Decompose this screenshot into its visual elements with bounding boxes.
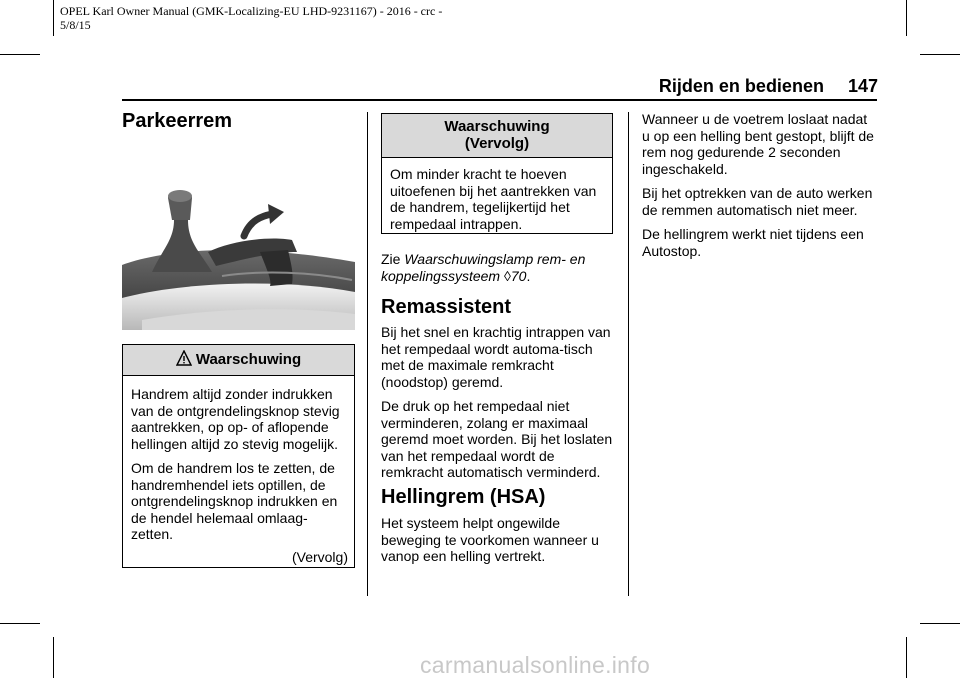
section-heading-remassistent: Remassistent xyxy=(381,296,512,318)
see-prefix: Zie xyxy=(381,251,401,267)
warning-continued-title: Waarschuwing xyxy=(444,118,550,135)
doc-id-line: OPEL Karl Owner Manual (GMK-Localizing-EU LHD-9231167) - 2016 - crc - xyxy=(60,4,443,18)
warning-box xyxy=(122,344,355,568)
remassistent-para-1: Bij het snel en krachtig intrappen van het rempedaal wordt automa-tisch met de maximale remkracht (noodstop) geremd. xyxy=(381,324,611,390)
crop-mark xyxy=(53,637,54,678)
warning-text-1: Handrem altijd zonder indrukken van de ontgrendelingsknop stevig aantrekken, op op- of aflopende hellingen altijd zo stevig mogelijk. xyxy=(131,386,340,452)
section-heading-parkeerrem: Parkeerrem xyxy=(122,110,233,132)
column-divider xyxy=(628,112,629,596)
reference-title[interactable]: Waarschuwingslamp rem- en koppelingssysteem xyxy=(381,251,586,284)
see-reference xyxy=(381,251,616,292)
warning-continued-subtitle: (Vervolg) xyxy=(464,135,530,152)
header-rule xyxy=(122,99,877,101)
crop-mark xyxy=(0,623,40,624)
hsa-para-4: De hellingrem werkt niet tijdens een Autostop. xyxy=(642,226,864,259)
doc-date-line: 5/8/15 xyxy=(60,18,91,32)
page-number: 147 xyxy=(847,76,878,96)
continued-label: (Vervolg) xyxy=(291,549,348,565)
handbrake-illustration xyxy=(122,180,355,330)
warning-title: Waarschuwing xyxy=(195,351,302,368)
hsa-text xyxy=(381,515,616,573)
warning-icon xyxy=(176,347,192,363)
watermark: carmanualsonline.info xyxy=(420,652,651,678)
warning-header xyxy=(123,345,354,376)
crop-mark xyxy=(53,0,54,36)
section-heading-hsa: Hellingrem (HSA) xyxy=(381,486,546,508)
warning-continued-header xyxy=(382,114,612,158)
crop-mark xyxy=(920,623,960,624)
column-divider xyxy=(367,112,368,596)
crop-mark xyxy=(906,0,907,36)
hsa-continued-text xyxy=(642,111,878,267)
document-header xyxy=(60,4,442,32)
reference-page[interactable]: 70 xyxy=(510,267,527,284)
warning-continued-body xyxy=(382,158,612,232)
warning-text-2: Om de handrem los te zetten, de handremhendel iets optillen, de ontgrendelingsknop indrukken en de hendel helemaal omlaag-zetten. xyxy=(131,460,338,542)
remassistent-para-2: De druk op het rempedaal niet verminderen, zolang er maximaal geremd moet worden. Bij het loslaten van het rempedaal wordt de remkracht automatisch verminderd. xyxy=(381,398,613,480)
page-title xyxy=(616,76,878,97)
crop-mark xyxy=(0,54,40,55)
reference-period: . xyxy=(526,267,531,284)
page-ref-icon: ◊ xyxy=(503,267,511,284)
crop-mark xyxy=(920,54,960,55)
hsa-para-1: Het systeem helpt ongewilde beweging te voorkomen wanneer u vanop een helling vertrekt. xyxy=(381,515,599,564)
warning-body xyxy=(123,376,354,543)
hsa-para-2: Wanneer u de voetrem loslaat nadat u op een helling bent gestopt, blijft de rem nog gedurende 2 seconden ingeschakeld. xyxy=(642,111,874,177)
warning-continued-text: Om minder kracht te hoeven uitoefenen bij het aantrekken van de handrem, tegelijkertijd het rempedaal intrappen. xyxy=(390,166,597,232)
remassistent-text xyxy=(381,324,616,489)
section-title: Rijden en bedienen xyxy=(658,76,824,96)
crop-mark xyxy=(906,637,907,678)
warning-continued-box xyxy=(381,113,613,234)
handbrake-icon xyxy=(122,180,355,330)
hsa-para-3: Bij het optrekken van de auto werken de remmen automatisch niet meer. xyxy=(642,185,873,218)
